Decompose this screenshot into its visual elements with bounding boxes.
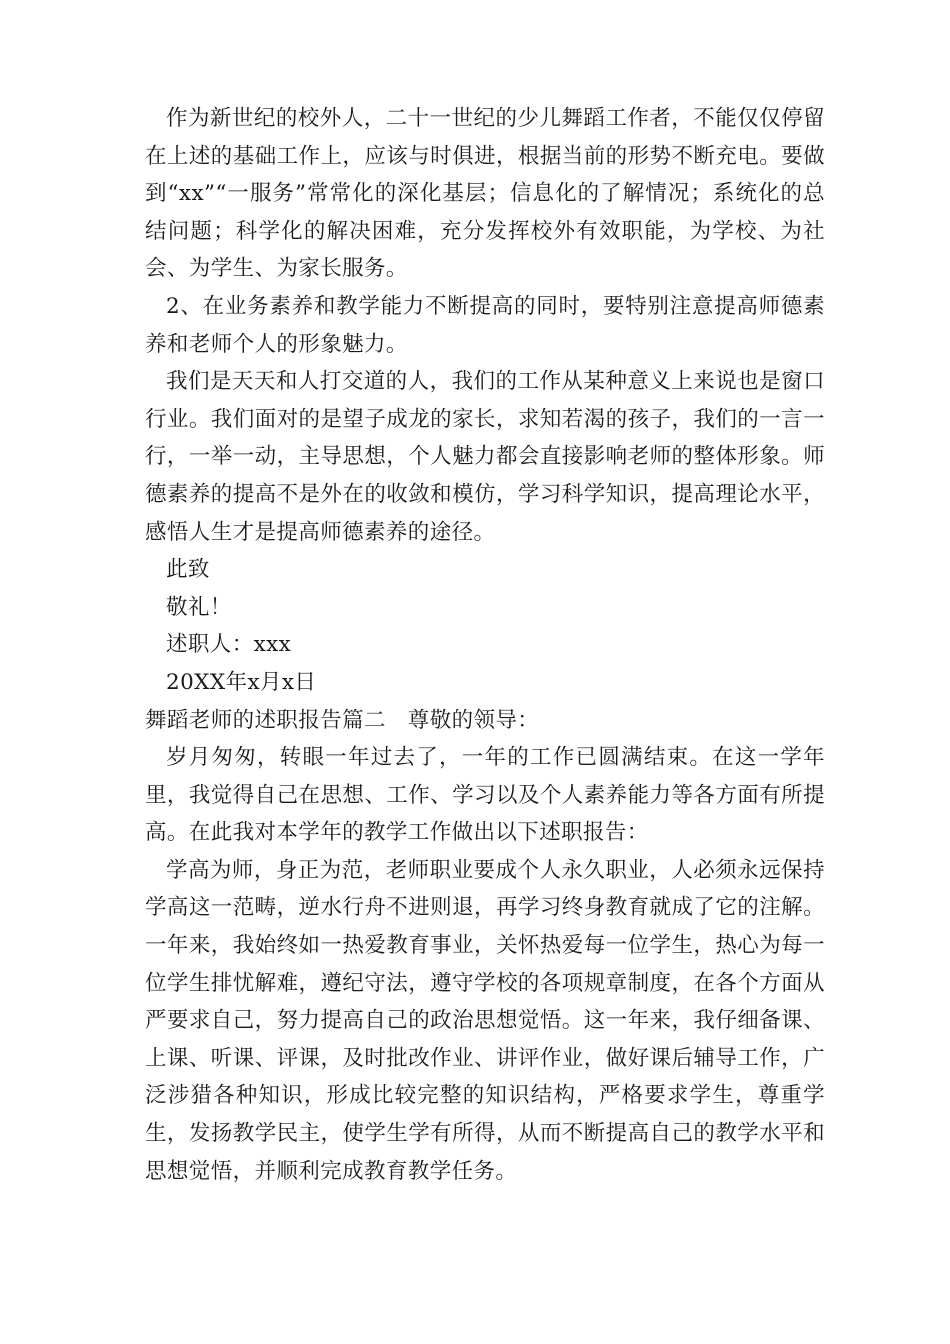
paragraph-point-2-teacher-ethics: 2、在业务素养和教学能力不断提高的同时，要特别注意提高师德素养和老师个人的形象魅力。 [145,293,825,357]
document-page [145,100,825,1190]
section-heading-report-two: 舞蹈老师的述职报告篇二 尊敬的领导： [145,707,540,733]
closing-regards: 敬礼！ [166,594,232,620]
paragraph-window-industry: 我们是天天和人打交道的人，我们的工作从某种意义上来说也是窗口行业。我们面对的是望子成龙的家长，求知若渴的孩子，我们的一言一行，一举一动，主导思想，个人魅力都会直接影响老师的整体形象。师德素养的提高不是外在的收敛和模仿，学习科学知识，提高理论水平，感悟人生才是提高师德素养的途径。 [145,369,825,545]
reporter-signature: 述职人：xxx [166,632,292,658]
closing-salutation: 此致 [166,557,210,583]
paragraph-new-century-worker: 作为新世纪的校外人，二十一世纪的少儿舞蹈工作者，不能仅仅停留在上述的基础工作上，应该与时俱进，根据当前的形势不断充电。要做到“xx”“一服务”常常化的深化基层；信息化的了解情况；系统化的总结问题；科学化的解决困难，充分发挥校外有效职能，为学校、为社会、为学生、为家长服务。 [145,106,825,282]
report-date: 20XX年x月x日 [166,669,317,695]
paragraph-year-summary: 岁月匆匆，转眼一年过去了，一年的工作已圆满结束。在这一学年里，我觉得自己在思想、工作、学习以及个人素养能力等各方面有所提高。在此我对本学年的教学工作做出以下述职报告： [145,745,825,846]
paragraph-teaching-work: 学高为师，身正为范，老师职业要成个人永久职业，人必须永远保持学高这一范畴，逆水行舟不进则退，再学习终身教育就成了它的注解。一年来，我始终如一热爱教育事业，关怀热爱每一位学生，热心为每一位学生排忧解难，遵纪守法，遵守学校的各项规章制度，在各个方面从严要求自己，努力提高自己的政治思想觉悟。这一年来，我仔细备课、上课、听课、评课，及时批改作业、讲评作业，做好课后辅导工作，广泛涉猎各种知识，形成比较完整的知识结构，严格要求学生，尊重学生，发扬教学民主，使学生学有所得，从而不断提高自己的教学水平和思想觉悟，并顺利完成教育教学任务。 [145,857,825,1184]
